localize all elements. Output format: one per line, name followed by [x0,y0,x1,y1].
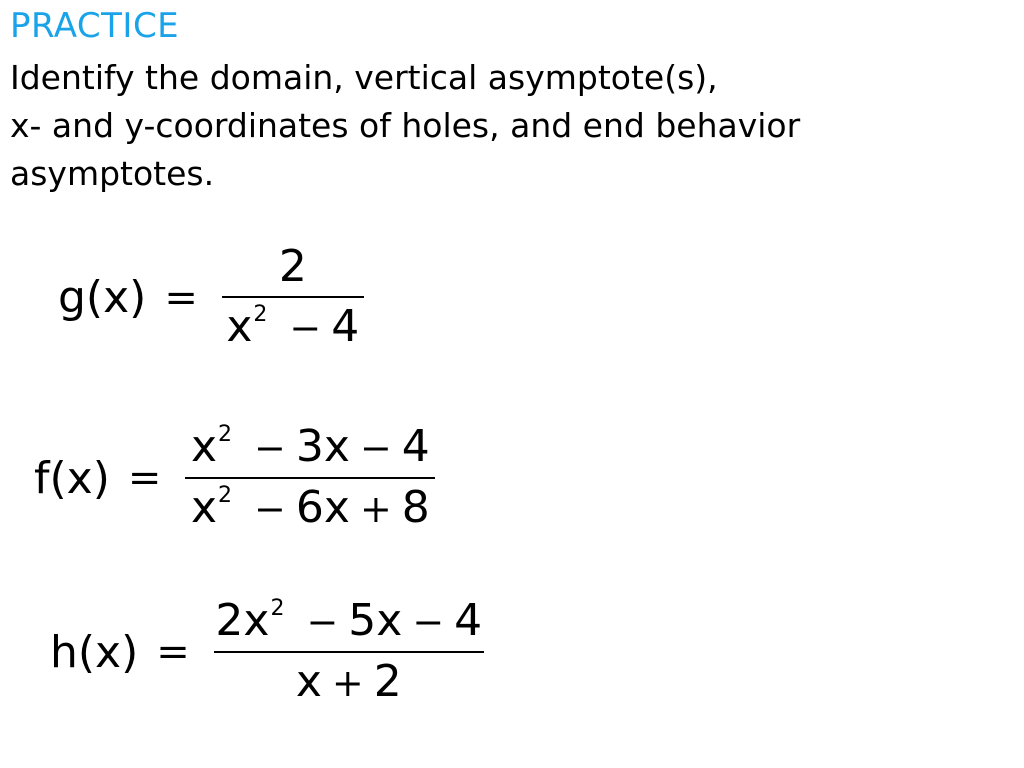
instructions-text [10,54,1010,198]
equation-h [50,592,484,712]
equation-f-den-base: x [191,482,218,533]
equation-h-num-constant: 4 [454,595,483,646]
equation-f-equals: = [127,455,162,501]
equation-g [58,238,364,357]
equation-h-num-middle: 5x [348,595,403,646]
equation-h-equals: = [156,629,190,675]
instructions-line-3: asymptotes. [10,154,215,193]
equation-f-den-middle: 6x [295,482,350,533]
equation-g-den-exponent: 2 [253,302,268,327]
equation-h-numerator [211,592,486,651]
equation-h-denominator [292,653,406,712]
equation-f-denominator [187,479,434,538]
equation-h-den-operator: + [331,661,364,705]
equation-f-num-base: x [191,421,218,472]
equation-f-num-operator-2: − [359,426,392,470]
equation-h-den-base: x [295,656,322,707]
equation-h-num-operator-1: − [306,600,339,644]
equation-g-num-value: 2 [278,241,307,292]
equation-f-den-constant: 8 [401,482,430,533]
equation-g-den-operator: − [289,306,322,350]
equation-f [34,418,435,538]
equation-f-den-operator-1: − [254,487,286,531]
equation-h-num-operator-2: − [412,600,445,644]
equation-h-lhs: h(x) [50,626,139,678]
equation-g-den-constant: 4 [331,301,360,352]
equation-f-num-middle: 3x [295,421,350,472]
equation-g-numerator [275,238,311,296]
equation-f-num-operator-1: − [254,426,286,470]
equation-f-numerator [187,418,434,477]
equation-h-den-constant: 2 [373,656,402,707]
equation-h-num-base: 2x [215,595,270,646]
equation-f-lhs: f(x) [34,452,110,504]
equation-g-lhs: g(x) [58,272,147,323]
equation-f-den-operator-2: + [359,487,392,531]
equation-h-num-exponent: 2 [270,596,285,621]
equation-f-den-exponent: 2 [218,483,233,508]
equation-g-denominator [222,298,363,357]
instructions-line-2: x- and y-coordinates of holes, and end behavior [10,106,801,145]
practice-heading: PRACTICE [10,6,180,46]
instructions-line-1: Identify the domain, vertical asymptote(s), [10,58,718,97]
equation-g-den-base: x [226,301,253,352]
equation-f-num-exponent: 2 [218,422,233,447]
equation-f-num-constant: 4 [401,421,430,472]
equation-h-fraction [214,592,484,712]
equation-g-fraction [222,238,364,357]
equation-g-equals: = [164,274,198,321]
equation-f-fraction [185,418,435,538]
